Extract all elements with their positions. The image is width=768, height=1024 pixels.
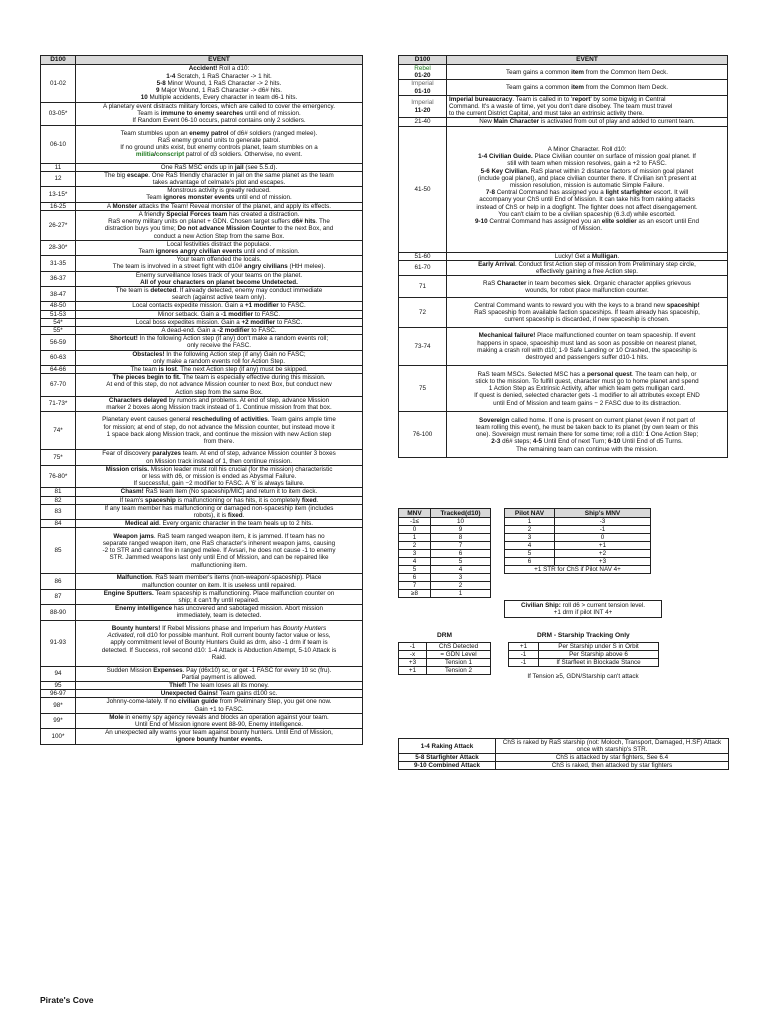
d100-cell: 13-15* [41, 187, 76, 202]
table-row [505, 558, 651, 566]
event-row [41, 310, 363, 318]
ships-mnv-cell: -3 [555, 518, 651, 526]
drm-condition: = GDN Level [427, 651, 491, 659]
drm-value: +3 [399, 659, 427, 667]
event-cell: Mole in enemy spy agency reveals and blocks an operation against your team. Until End of Mission ignore event 88-90, Enemy intelligence. [76, 713, 363, 728]
mnv-cell: 4 [399, 558, 431, 566]
d100-cell: 74* [41, 412, 76, 450]
table-row [505, 526, 651, 534]
event-cell: Johnny-come-lately. If no civilian guide from Preliminary Step, you get one now. Gain +1 to FASC. [76, 698, 363, 713]
drm-value: +1 [399, 667, 427, 675]
event-cell: The team is lost. The next Action step (if any) must be skipped. [76, 366, 363, 374]
event-cell: Local festivities distract the populace. Team ignores angry civilian events until end of mission. [76, 240, 363, 255]
event-row [41, 374, 363, 397]
drm-value: -1 [509, 659, 539, 667]
event-cell: Malfunction. RaS team member's items (non-weapon/-spaceship). Place malfunction counter on item. It is useless until repaired. [76, 574, 363, 589]
drm-condition: Tension 2 [427, 667, 491, 675]
event-row [41, 171, 363, 186]
random-events-table [40, 55, 363, 745]
d100-header: D100 [399, 56, 447, 65]
d100-cell: 94 [41, 666, 76, 681]
event-row [41, 202, 363, 210]
drm-table [398, 642, 491, 675]
table-row [399, 582, 491, 590]
event-cell: Enemy intelligence has uncovered and sabotaged mission. Abort mission immediately, team is detected. [76, 605, 363, 620]
d100-cell: 26-27* [41, 210, 76, 240]
event-cell: Characters delayed by rumors and problems. At end of step, advance Mission marker 2 boxes along Mission track instead of 1. Continue mission from that box. [76, 396, 363, 411]
d100-cell: 98* [41, 698, 76, 713]
event-row [41, 450, 363, 465]
table-row [399, 739, 729, 754]
d100-cell [399, 65, 447, 80]
event-cell: Sudden Mission Expenses. Pay (d6x10) sc, or get -1 FASC for every 10 sc (fru). Partial payment is allowed. [76, 666, 363, 681]
event-row [41, 412, 363, 450]
attack-type: 5-8 Starfighter Attack [399, 754, 496, 762]
d100-cell: 16-25 [41, 202, 76, 210]
d100-cell: 76-80* [41, 465, 76, 488]
event-cell: If any team member has malfunctioning or damaged non-spaceship item (includes robots), it is fixed. [76, 504, 363, 519]
event-row [399, 366, 728, 412]
d100-cell: 85 [41, 528, 76, 574]
d100-code: 11-20 [414, 106, 431, 114]
event-cell: Engine Sputters. Team spaceship is malfunctioning. Place malfunction counter on ship; it can't fly until repaired. [76, 589, 363, 604]
event-cell: An unexpected ally warns your team against bounty hunters. Until End of Mission, ignore bounty hunter events. [76, 729, 363, 744]
tracked-cell: 4 [431, 566, 491, 574]
event-row [41, 396, 363, 411]
table-row [505, 542, 651, 550]
event-row [41, 65, 363, 103]
event-row [41, 210, 363, 240]
d100-code: 01-20 [414, 72, 431, 80]
event-cell: Local contacts expedite mission. Gain a +1 modifier to FASC. [76, 302, 363, 310]
tracked-header: Tracked(d10) [431, 509, 491, 518]
event-row [399, 276, 728, 298]
event-cell: A Monster attacks the Team! Reveal monster of the planet, and apply its effects. [76, 202, 363, 210]
table-row [509, 659, 659, 667]
faction-label: Imperial [411, 99, 434, 107]
d100-cell [399, 80, 447, 95]
table-row [399, 643, 491, 651]
d100-cell: 31-35 [41, 256, 76, 271]
drm-condition: Per Starship under S in Orbit [539, 643, 659, 651]
d100-cell: 71-73* [41, 396, 76, 411]
civilian-ship-rule: roll d6 > current tension level. [560, 602, 646, 609]
event-cell: Team gains a common item from the Common Item Deck. [447, 65, 728, 80]
event-cell: New Main Character is activated from out of play and added to current team. [447, 118, 728, 126]
d100-cell: 11 [41, 163, 76, 171]
ships-mnv-cell: +1 [555, 542, 651, 550]
civilian-ship-label: Civilian Ship: [520, 602, 561, 609]
d100-cell: 81 [41, 488, 76, 496]
event-row [41, 163, 363, 171]
event-row [41, 574, 363, 589]
event-row [41, 504, 363, 519]
mnv-cell: 0 [399, 526, 431, 534]
d100-cell [399, 95, 447, 118]
tracked-cell: 3 [431, 574, 491, 582]
d100-cell: 96-97 [41, 690, 76, 698]
d100-cell: 84 [41, 520, 76, 528]
d100-code: 41-50 [414, 185, 431, 193]
event-row [41, 366, 363, 374]
d100-cell: 64-66 [41, 366, 76, 374]
event-row [41, 240, 363, 255]
civilian-ship-box [504, 600, 662, 618]
d100-cell [399, 276, 447, 298]
mnv-cell: 7 [399, 582, 431, 590]
tracked-cell: 5 [431, 558, 491, 566]
event-row [41, 589, 363, 604]
event-row [399, 65, 728, 80]
drm-caption: DRM [437, 632, 453, 639]
pilot-nav-cell: 3 [505, 534, 555, 542]
event-row [399, 260, 728, 275]
d100-cell: 38-47 [41, 287, 76, 302]
ships-mnv-header: Ship's MNV [555, 509, 651, 518]
d100-code: 21-40 [414, 118, 431, 126]
event-row [399, 95, 728, 118]
table-row [399, 667, 491, 675]
event-row [399, 118, 728, 126]
pilot-nav-header: Pilot NAV [505, 509, 555, 518]
d100-cell: 86 [41, 574, 76, 589]
event-cell: The big escape. One RaS friendly character in jail on the same planet as the team takes advantage of celmate's plot and escapes. [76, 171, 363, 186]
event-cell: Early Arrival. Conduct first Action step of mission from Preliminary step circle, effectively gaining a free Action step. [447, 260, 728, 275]
table-row [399, 574, 491, 582]
event-row [41, 698, 363, 713]
attack-table [398, 738, 729, 770]
d100-cell: 82 [41, 496, 76, 504]
mnv-cell: 5 [399, 566, 431, 574]
d100-cell [399, 412, 447, 458]
event-cell: A friendly Special Forces team has created a distraction. RaS enemy military units on planet + GDN. Chosen target suffers d6# hits. The distraction buys you time; Do not advance Mission Counter to the next Box, and conduct a new Action Step from the same Box. [76, 210, 363, 240]
d100-code: 72 [418, 309, 426, 317]
event-row [41, 713, 363, 728]
tracked-cell: 6 [431, 550, 491, 558]
event-cell: Weapon jams. RaS team ranged weapon item, it is jammed. If team has no separate ranged weapon item, one RaS character's inherent weapon jams, causing -2 to STR and cannot fire in ranged melee. If Avsari, he does not cause -1 to enemy STR. Jammed weapons last only until End of Mission, and can be repaired like malfunctioning item. [76, 528, 363, 574]
event-row [399, 298, 728, 328]
event-cell: Your team offended the locals. The team is involved in a street fight with d10# angry civilians (HtH melee). [76, 256, 363, 271]
event-row [399, 80, 728, 95]
event-cell: A dead-end. Gain a -2 modifier to FASC. [76, 327, 363, 335]
event-cell: Mission crisis. Mission leader must roll his crucial (for the mission) characteristic or less with d6, or mission is ended as Abysmal Failure. If successful, gain −2 modifier to FASC. A '6' is always failure. [76, 465, 363, 488]
attack-effect: ChS is attacked by star fighters, See 6.4 [496, 754, 729, 762]
d100-cell: 28-30* [41, 240, 76, 255]
event-cell: Central Command wants to reward you with the keys to a brand new spaceship! RaS spaceship from available faction spaceships. If team already has spaceship, current spaceship is discarded, if new spaceship is chosen. [447, 298, 728, 328]
event-cell: Team stumbles upon an enemy patrol of d6# soldiers (ranged melee). RaS enemy ground units to generate patrol. If no ground units exist, but enemy controls planet, team stumbles on a militia/conscript patrol of d3 soldiers. Otherwise, no event. [76, 125, 363, 163]
d100-code: 76-100 [412, 431, 433, 439]
ships-mnv-cell: -1 [555, 526, 651, 534]
table-row [505, 518, 651, 526]
d100-cell: 54* [41, 318, 76, 326]
event-cell: Planetary event causes general rescheduling of activities. Team gains ample time for mission; at end of step, do not advance the Mission counter, but instead move it 1 space back along Mission track, and continue the mission with new Action step from there. [76, 412, 363, 450]
event-header: EVENT [447, 56, 728, 65]
event-row [41, 287, 363, 302]
event-row [41, 350, 363, 365]
event-header: EVENT [76, 56, 363, 65]
event-row [41, 528, 363, 574]
table-row [399, 566, 491, 574]
event-cell: A Minor Character. Roll d10: 1-4 Civilian Guide. Place Civilian counter on surface of mission goal planet. If still with team when mission resolves, gain a +2 to FASC. 5-6 Key Civilian. RaS planet within 2 distance factors of mission goal planet (include goal planet), and place civilian counter there. If Civilian isn't present at mission resolution, mission is automatic Simple Failure. 7-8 Central Command has assigned you a light starfighter escort. It will accompany your ChS until End of Mission. It can take hits from raking attacks instead of ChS or help in a dogfight. The fighter does not affect disengagement. You can't claim to be a civilian spaceship (6.3.d) while escorted. 9-10 Central Command has assigned you an elite soldier as an escort until End of Mission. [447, 126, 728, 252]
ships-mnv-cell: +2 [555, 550, 651, 558]
event-row [41, 335, 363, 350]
attack-type: 1-4 Raking Attack [399, 739, 496, 754]
event-cell: Imperial bureaucracy. Team is called in to 'report' by some bigwig in Central Command. It's a waste of time, yet you don't dare disobey. The team must travel to the current District Capital, and must take an extrinsic activity there. [447, 95, 728, 118]
event-cell: If team's spaceship is malfunctioning or has hits, it is completely fixed. [76, 496, 363, 504]
table-row [399, 590, 491, 598]
event-cell: One RaS MSC ends up in jail (see 5.5.d). [76, 163, 363, 171]
event-cell: Enemy surveillance loses track of your teams on the planet. All of your characters on planet become Undetected. [76, 271, 363, 286]
table-row [505, 566, 651, 574]
event-cell: Unexpected Gains! Team gains d100 sc. [76, 690, 363, 698]
drm-condition: If Starfleet in Blockade Stance [539, 659, 659, 667]
d100-cell: 75* [41, 450, 76, 465]
table-row [509, 643, 659, 651]
table-row [399, 534, 491, 542]
event-row [41, 125, 363, 163]
tension-note: If Tension ≥5, GDN/Starship can't attack [527, 673, 639, 680]
mission-events-table [398, 55, 728, 458]
table-row [399, 518, 491, 526]
attack-type: 9-10 Combined Attack [399, 762, 496, 770]
mnv-cell: 3 [399, 550, 431, 558]
attack-effect: ChS is raked by RaS starship (not: Moloch, Transport, Damaged, H.SF) Attack once with starship's STR. [496, 739, 729, 754]
event-row [41, 187, 363, 202]
event-cell: Sovereign called home. If one is present on current planet (even if not part of team rolling this event), he must be taken back to its planet (by own team or this one). Sovereign must remain there for some time; roll a d10: 1 One Action Step; 2-3 d6# steps; 4-5 Until End of next Turn; 6-10 Until End of d5 Turns. The remaining team can continue with the mission. [447, 412, 728, 458]
event-row [41, 327, 363, 335]
event-row [399, 412, 728, 458]
d100-cell: 83 [41, 504, 76, 519]
event-cell: A planetary event distracts military forces, which are called to cover the emergency. Team is immune to enemy searches until end of mission. If Random Event 06-10 occurs, patrol contains only 2 soldiers. [76, 103, 363, 126]
pilot-nav-cell: 1 [505, 518, 555, 526]
civilian-ship-drm: +1 drm if pilot INT 4+ [553, 609, 613, 617]
ships-mnv-cell: 0 [555, 534, 651, 542]
d100-code: 75 [418, 385, 426, 393]
tracked-cell: 8 [431, 534, 491, 542]
table-row [399, 542, 491, 550]
event-cell: Minor setback. Gain a -1 modifier to FASC. [76, 310, 363, 318]
d100-cell [399, 328, 447, 366]
event-cell: Local boss expedites mission. Gain a +2 modifier to FASC. [76, 318, 363, 326]
event-cell: Monstrous activity is greatly reduced. Team ignores monster events until end of mission. [76, 187, 363, 202]
pilot-nav-cell: 6 [505, 558, 555, 566]
event-row [41, 620, 363, 666]
event-row [41, 666, 363, 681]
tracked-cell: 1 [431, 590, 491, 598]
pilot-nav-cell: 4 [505, 542, 555, 550]
table-row [399, 659, 491, 667]
event-row [41, 302, 363, 310]
event-cell: Team gains a common item from the Common Item Deck. [447, 80, 728, 95]
pilot-note: +1 STR for ChS if Pilot NAV 4+ [505, 566, 651, 574]
event-row [41, 690, 363, 698]
event-row [41, 520, 363, 528]
drm-starship-table [508, 642, 659, 667]
event-cell: The team is detected. If already detected, enemy may conduct immediate search (against active team only). [76, 287, 363, 302]
faction-label: Imperial [411, 80, 434, 88]
pilot-nav-cell: 5 [505, 550, 555, 558]
page-footer: Pirate's Cove [40, 995, 94, 1005]
drm-value: -1 [399, 643, 427, 651]
event-row [41, 256, 363, 271]
drm-value: +1 [509, 643, 539, 651]
event-row [41, 271, 363, 286]
drm-condition: ChS Detected [427, 643, 491, 651]
tracked-cell: 7 [431, 542, 491, 550]
mnv-cell: 2 [399, 542, 431, 550]
d100-cell: 12 [41, 171, 76, 186]
drm-condition: Tension 1 [427, 659, 491, 667]
event-cell: RaS team MSCs. Selected MSC has a personal quest. The team can help, or stick to the mission. To fulfill quest, character must go to home planet and spend 1 Action Step as Extrinsic Activity, after which team gets mulligan card. If quest is denied, selected character gets -1 modifier to all attributes except END until End of Mission and team gains − 2 FASC due to its distraction. [447, 366, 728, 412]
d100-cell: 51-53 [41, 310, 76, 318]
event-cell: Thief! The team loses all its money. [76, 681, 363, 689]
d100-cell: 87 [41, 589, 76, 604]
d100-cell: 100* [41, 729, 76, 744]
event-cell: RaS Character in team becomes sick. Organic character applies grievous wounds, for robot place malfunction counter. [447, 276, 728, 298]
event-row [41, 496, 363, 504]
event-cell: Bounty hunters! If Rebel Missions phase and Imperium has Bounty Hunters Activated, roll d10 for possible manhunt. Roll current bounty factor value or less, apply commitment level of Bounty Hunters Guild as drm, also -1 drm if team is detected. If Success, roll second d10: 1-4 Attack is Abduction Attempt, 5-10 Attack is Raid. [76, 620, 363, 666]
d100-cell: 48-50 [41, 302, 76, 310]
d100-cell: 88-90 [41, 605, 76, 620]
d100-code: 01-10 [414, 87, 431, 95]
d100-cell: 99* [41, 713, 76, 728]
d100-cell [399, 252, 447, 260]
d100-cell: 91-93 [41, 620, 76, 666]
d100-cell: 06-10 [41, 125, 76, 163]
table-row [399, 550, 491, 558]
d100-cell: 56-59 [41, 335, 76, 350]
d100-code: 73-74 [414, 343, 431, 351]
drm-value: -1 [509, 651, 539, 659]
table-row [505, 550, 651, 558]
d100-code: 61-70 [414, 264, 431, 272]
event-row [399, 328, 728, 366]
drm-starship-caption: DRM - Starship Tracking Only [537, 632, 630, 639]
mnv-cell: ≥8 [399, 590, 431, 598]
event-row [399, 252, 728, 260]
table-row [399, 762, 729, 770]
table-row [509, 651, 659, 659]
tracked-cell: 10 [431, 518, 491, 526]
tracked-cell: 9 [431, 526, 491, 534]
d100-code: 71 [418, 283, 426, 291]
mnv-header: MNV [399, 509, 431, 518]
d100-cell: 01-02 [41, 65, 76, 103]
attack-effect: ChS is raked, then attacked by star fighters [496, 762, 729, 770]
pilot-nav-cell: 2 [505, 526, 555, 534]
event-cell: The pieces begin to fit. The team is especially effective during this mission. At end of this step, do not advance Mission counter to next Box, but conduct new Action step from the same Box. [76, 374, 363, 397]
drm-value: -x [399, 651, 427, 659]
d100-cell [399, 260, 447, 275]
event-row [41, 318, 363, 326]
event-cell: Mechanical failure! Place malfunctioned counter on team spaceship. If event happens in space, spaceship must land as soon as possible on nearest planet, making a crash roll with d10; 1-9 Safe Landing or 10 Crashed, the spaceship is destroyed and passengers suffer d10-1 hits. [447, 328, 728, 366]
table-row [399, 558, 491, 566]
table-row [399, 651, 491, 659]
d100-cell [399, 298, 447, 328]
d100-header: D100 [41, 56, 76, 65]
event-row [399, 126, 728, 252]
table-row [399, 526, 491, 534]
d100-cell: 67-70 [41, 374, 76, 397]
mnv-cell: 1 [399, 534, 431, 542]
event-row [41, 729, 363, 744]
event-cell: Medical aid. Every organic character in the team heals up to 2 hits. [76, 520, 363, 528]
mnv-tracking-table [398, 508, 491, 598]
d100-cell [399, 126, 447, 252]
event-row [41, 681, 363, 689]
pilot-nav-table [504, 508, 651, 574]
event-row [41, 465, 363, 488]
d100-cell: 55* [41, 327, 76, 335]
event-row [41, 488, 363, 496]
tracked-cell: 2 [431, 582, 491, 590]
d100-cell [399, 118, 447, 126]
mnv-cell: -1≤ [399, 518, 431, 526]
mnv-cell: 6 [399, 574, 431, 582]
d100-cell: 60-63 [41, 350, 76, 365]
event-cell: Lucky! Get a Mulligan. [447, 252, 728, 260]
d100-cell [399, 366, 447, 412]
event-cell: Chasm! RaS team item (No spaceship/MIC) and return it to item deck. [76, 488, 363, 496]
event-row [41, 103, 363, 126]
d100-cell: 03-05* [41, 103, 76, 126]
event-cell: Fear of discovery paralyzes team. At end of step, advance Mission counter 3 boxes on Mission track instead of 1, then continue mission. [76, 450, 363, 465]
table-row [505, 534, 651, 542]
d100-cell: 36-37 [41, 271, 76, 286]
ships-mnv-cell: +3 [555, 558, 651, 566]
event-cell: Shortcut! In the following Action step (if any) don't make a random events roll; only receive the FASC. [76, 335, 363, 350]
faction-label: Rebel [414, 65, 431, 72]
table-row [399, 754, 729, 762]
event-row [41, 605, 363, 620]
event-cell: Obstacles! In the following Action step (if any) Gain no FASC; only make a random events roll for Action Step. [76, 350, 363, 365]
event-cell: Accident! Roll a d10: 1-4 Scratch, 1 RaS Character -> 1 hit. 5-8 Minor Wound, 1 RaS Character -> 2 hits. 9 Major Wound, 1 RaS Character -> d6# hits. 10 Multiple accidents, Every character in team d6-1 hits. [76, 65, 363, 103]
drm-condition: Per Starship above 6 [539, 651, 659, 659]
d100-cell: 95 [41, 681, 76, 689]
d100-code: 51-60 [414, 252, 431, 260]
